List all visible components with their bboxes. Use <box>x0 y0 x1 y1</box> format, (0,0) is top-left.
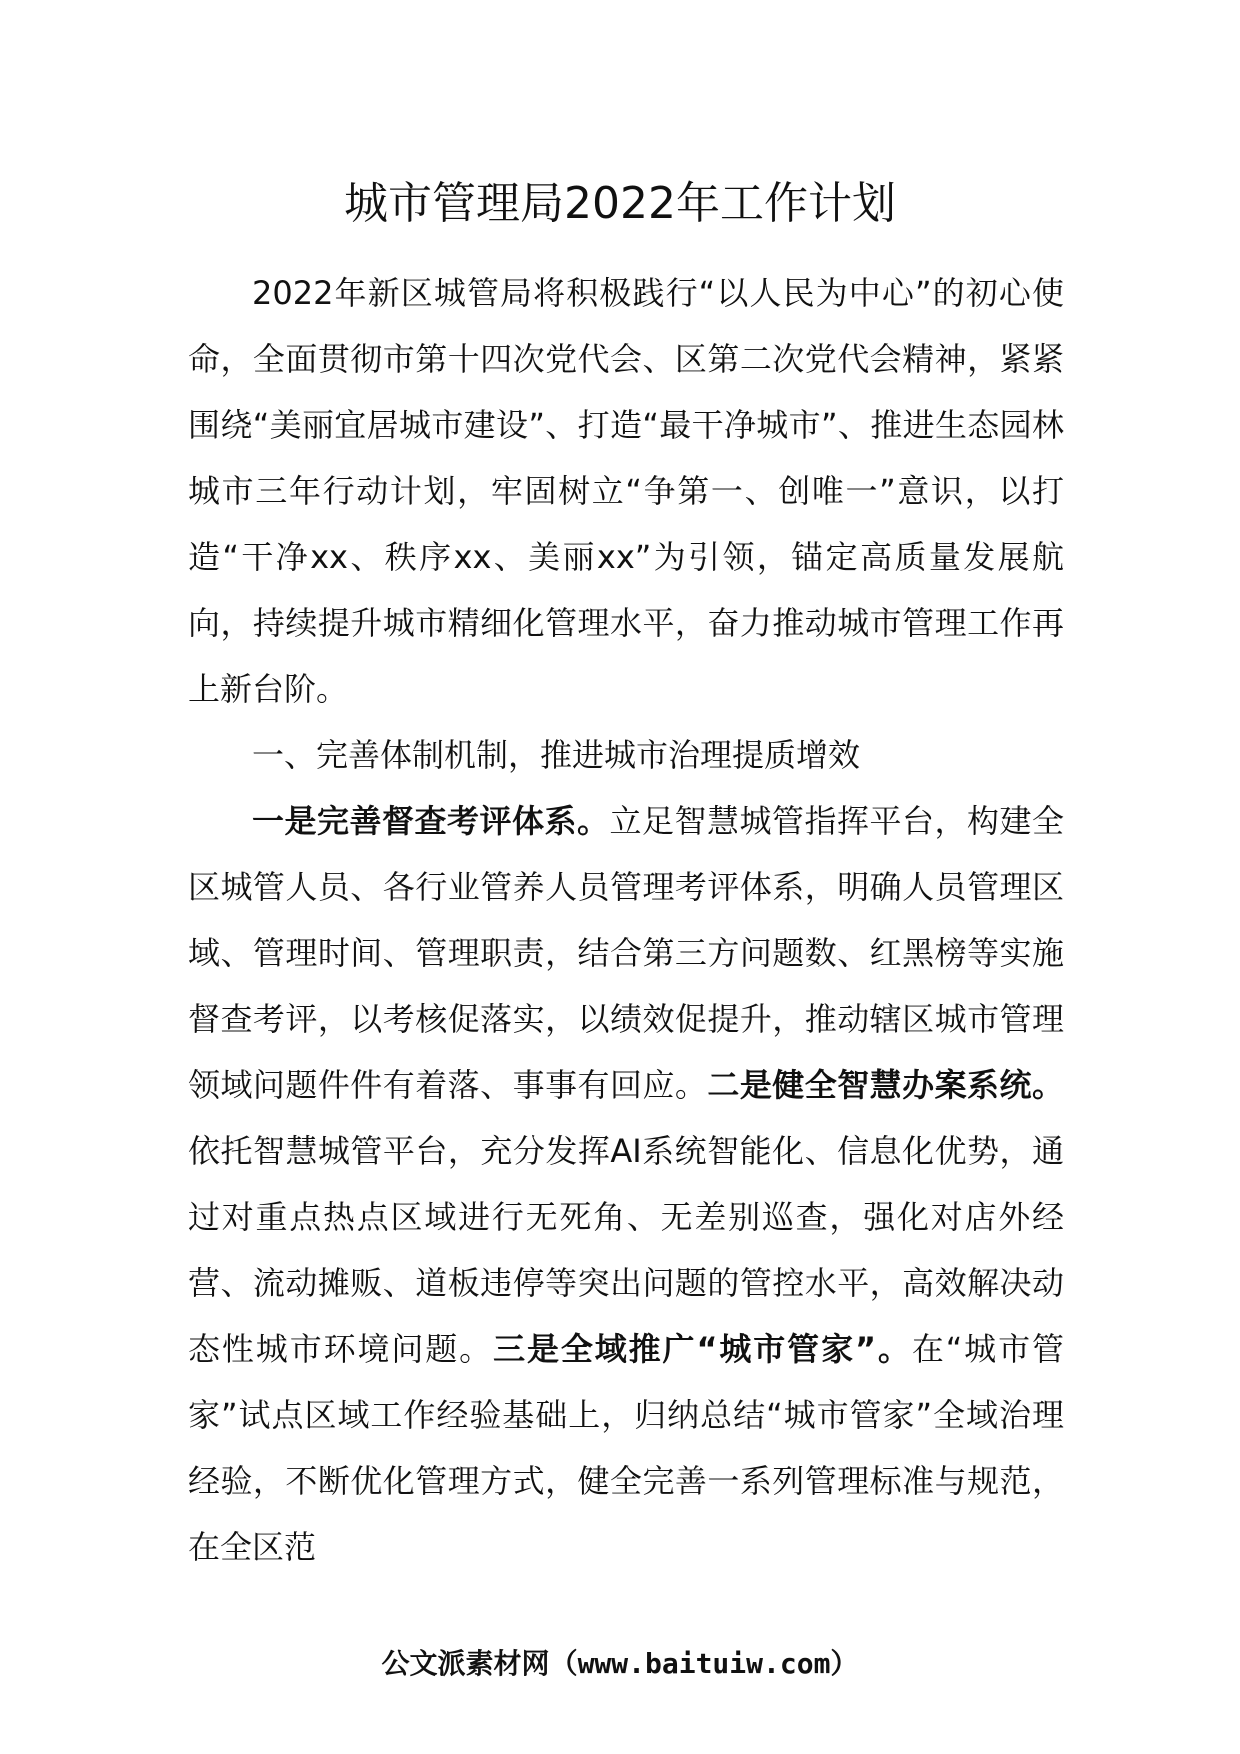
item3-lead: 三是全域推广“城市管家”。 <box>493 1330 912 1368</box>
footer-url: （www.baituiw.com） <box>549 1647 859 1680</box>
item1-lead: 一是完善督查考评体系。 <box>252 802 610 840</box>
section-heading: 一、完善体制机制，推进城市治理提质增效 <box>252 736 861 774</box>
document-title: 城市管理局2022年工作计划 <box>344 178 896 229</box>
document-body <box>188 260 1064 1580</box>
item3-text: 在“城市管家”试点区域工作经验基础上，归纳总结“城市管家”全域治理经验，不断优化管理方式，健全完善一系列管理标准与规范，在全区范 <box>188 1330 1064 1566</box>
footer-site-name: 公文派素材网 <box>381 1647 550 1680</box>
item2-text: 依托智慧城管平台，充分发挥AI系统智能化、信息化优势，通过对重点热点区域进行无死角、无差别巡查，强化对店外经营、流动摊贩、道板违停等突出问题的管控水平，高效解决动态性城市环境问题。 <box>188 1132 1064 1368</box>
item2-lead: 二是健全智慧办案系统。 <box>707 1066 1064 1104</box>
footer-watermark <box>0 1644 1240 1684</box>
intro-paragraph: 2022年新区城管局将积极践行“以人民为中心”的初心使命，全面贯彻市第十四次党代会、区第二次党代会精神，紧紧围绕“美丽宜居城市建设”、打造“最干净城市”、推进生态园林城市三年行动计划，牢固树立“争第一、创唯一”意识，以打造“干净xx、秩序xx、美丽xx”为引领，锚定高质量发展航向，持续提升城市精细化管理水平，奋力推动城市管理工作再上新台阶。 <box>188 274 1064 708</box>
item1-text: 立足智慧城管指挥平台，构建全区城管人员、各行业管养人员管理考评体系，明确人员管理区域、管理时间、管理职责，结合第三方问题数、红黑榜等实施督查考评，以考核促落实，以绩效促提升，推动辖区城市管理领域问题件件有着落、事事有回应。 <box>188 802 1064 1104</box>
measures-paragraph <box>188 788 1064 1580</box>
